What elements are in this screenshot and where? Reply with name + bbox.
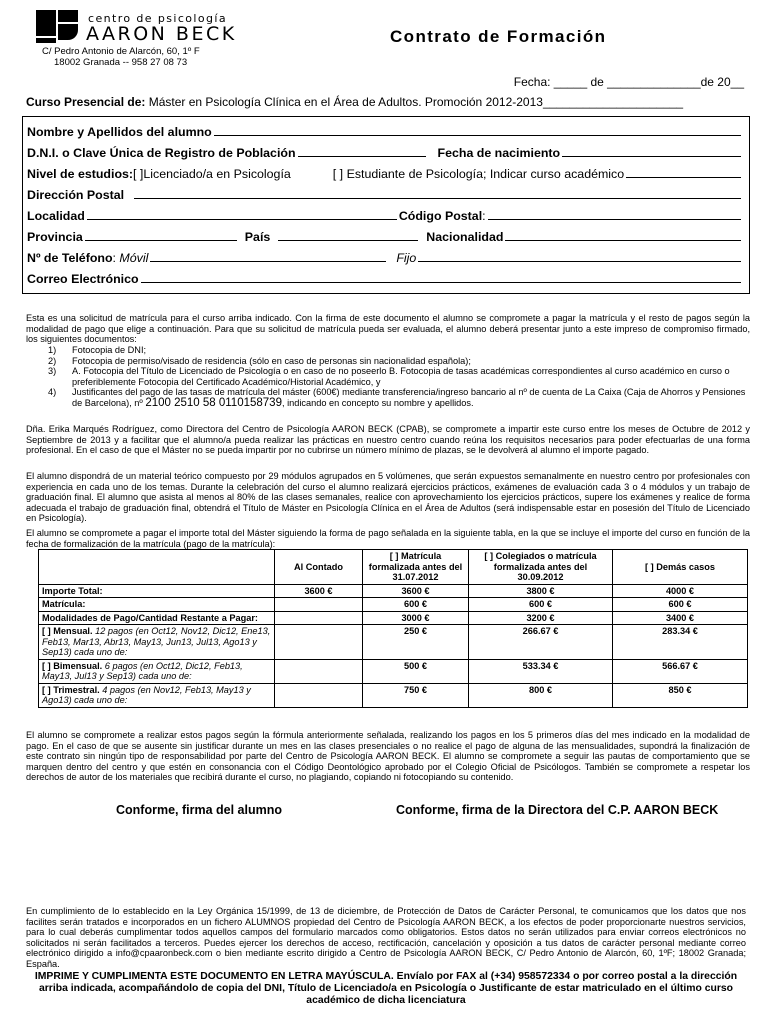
- logo-name: AARON BECK: [86, 23, 237, 45]
- page-title: Contrato de Formación: [390, 27, 607, 46]
- name-field[interactable]: [214, 126, 741, 136]
- address-line-1: C/ Pedro Antonio de Alarcón, 60, 1º F: [42, 46, 200, 57]
- address-field[interactable]: [134, 189, 741, 199]
- city-row: Localidad Código Postal :: [27, 209, 743, 223]
- list-item: 4) Justificantes del pago de las tasas de matrícula del máster (600€) mediante transferencia/ingreso bancario al nº de cuenta de La Caixa (Caja de Ahorros y Pensiones de Barcelona), nº 2100 2510 58 0110158739, indicando en concepto su nombre y apellidos.: [48, 387, 746, 409]
- landline-label: Fijo: [396, 251, 417, 265]
- commitment-paragraph: El alumno se compromete a realizar estos pagos según la fórmula anteriormente señalada, realizando los pagos en los 5 primeros días del mes indicado en la modalidad de pago. En el caso de que se ausente sin justificar durante un mes en las clases presenciales o no realice el pago de alguna de las mensualidades, supondrá la finalización de este contrato sin ningún tipo de responsabilidad por parte del Centro de Psicología AARON BECK. El alumno se compromete a seguir las pautas de comportamiento que se marquen dentro del centro y que estén en consonancia con el Código Deontológico aprobado por el Colegio Oficial de Psicólogos. También se compromete a respetar los derechos de autor de los materiales que recibirá durante el curso, no plagiando, copiando ni fotocopiando su contenido.: [26, 730, 750, 783]
- studies-option-licenciado[interactable]: [ ]Licenciado/a en Psicología: [133, 167, 291, 181]
- course-value: Máster en Psicología Clínica en el Área de Adultos. Promoción 2012-2013_____________________: [145, 95, 684, 109]
- director-signature[interactable]: Conforme, firma de la Directora del C.P. AARON BECK: [396, 803, 719, 817]
- name-row: [27, 125, 743, 139]
- table-row: Matrícula: 600 € 600 € 600 €: [39, 598, 748, 612]
- birthdate-label: Fecha de nacimiento: [437, 146, 561, 160]
- address-label: Dirección Postal: [27, 188, 125, 202]
- privacy-footer: En cumplimiento de lo establecido en la Ley Orgánica 15/1999, de 13 de diciembre, de Protección de Datos de Carácter Personal, te comunicamos que los datos que nos facilites serán tratados e incorporados en un fichero ALUMNOS propiedad del Centro de Psicología AARON BECK, a los efectos de poder proporcionarte nuestros servicios, para lo cual deberás cumplimentar todos aquellos campos del formulario marcados como obligatorios. Estos datos no serán utilizados para enviar correos electrónicos no solicitados ni serán facilitados a terceros. Puedes ejercer los derechos de acceso, rectificación, cancelación y oposición a tus datos de carácter personal mediante correo electrónico dirigido a info@cpaaronbeck.com o bien mediante escrito dirigido a Centro de Psicología AARON BECK, C/ Pedro Antonio de Alarcón, 60, 1ºF; 18002 Granada; España.: [26, 906, 746, 969]
- payment-intro-paragraph: El alumno se compromete a pagar el importe total del Máster siguiendo la forma de pago señalada en la siguiente tabla, en la que se incluye el importe del curso en función de la fecha de formalización de la matrícula (pago de la matrícula):: [26, 528, 750, 549]
- table-row-trimestral[interactable]: [ ] Trimestral. 4 pagos (en Nov12, Feb13, May13 y Ago13) cada uno de: 750 € 800 € 850 €: [39, 683, 748, 707]
- landline-field[interactable]: [418, 252, 741, 262]
- studies-label: Nivel de estudios:: [27, 167, 134, 181]
- course-line: [26, 95, 683, 109]
- date-line[interactable]: Fecha: _____ de ______________de 20__: [513, 75, 744, 89]
- province-field[interactable]: [85, 231, 237, 241]
- phone-label: Nº de Teléfono: [27, 251, 113, 265]
- email-field[interactable]: [141, 273, 741, 283]
- documents-list: [48, 345, 748, 409]
- dni-label: D.N.I. o Clave Única de Registro de Población: [27, 146, 296, 160]
- city-label: Localidad: [27, 209, 85, 223]
- nationality-field[interactable]: [505, 231, 741, 241]
- list-item: 2) Fotocopia de permiso/visado de residencia (sólo en caso de personas sin nacionalidad española);: [48, 355, 471, 366]
- dni-row: [27, 146, 743, 160]
- province-label: Provincia: [27, 230, 83, 244]
- director-paragraph: Dña. Erika Marqués Rodríguez, como Directora del Centro de Psicología AARON BECK (CPAB), se compromete a impartir este curso entre los meses de Octubre de 2012 y Septiembre de 2013 y a facilitar que el alumno/a pueda realizar las prácticas en nuestro centro cuando reúna los requisitos necesarios para poder efectuarlas de una forma profesional. En el caso de que el Máster no se pueda impartir por no cubrirse un número mínimo de plazas, se le devolverá al alumno el importe pagado.: [26, 424, 750, 456]
- material-paragraph: El alumno dispondrá de un material teórico compuesto por 29 módulos agrupados en 5 volúmenes, que serán expuestos semanalmente en nuestro centro por profesionales con experiencia en cada uno de los temas. Durante la celebración del curso el alumno realizará ejercicios prácticos, exámenes de evaluación cada 3 o 4 módulos y un trabajo de graduación final. El alumno que asista al menos al 80% de las clases semanales, realice con aprovechamiento los ejercicios prácticos, supere los exámenes y realice de forma adecuada el trabajo de graduación final, obtendrá el Título de Máster en Psicología Clínica en el Área de Adultos (será indispensable estar en posesión del Título de Licenciado en Psicología).: [26, 471, 750, 524]
- course-label: Curso Presencial de:: [26, 95, 146, 109]
- instructions-footer: IMPRIME Y CUMPLIMENTA ESTE DOCUMENTO EN LETRA MAYÚSCULA. Envíalo por FAX al (+34) 958572334 o por correo postal a la dirección arriba indicada, acompañándolo de copia del DNI, Título de Licenciado/a en Psicología o Justificante de estar matriculado en el último curso académico de dicha licenciatura: [34, 971, 738, 1006]
- email-row: [27, 272, 743, 286]
- studies-row: [27, 167, 743, 181]
- list-item: 3) A. Fotocopia del Título de Licenciado de Psicología o en caso de no poseerlo B. Fotocopia de tasas académicas correspondientes al curso académico en curso o preferiblemente Fotocopia del Certificado Académico/Historial Académico, y: [48, 366, 730, 387]
- logo: [36, 10, 246, 70]
- country-field[interactable]: [278, 231, 418, 241]
- dni-field[interactable]: [298, 147, 426, 157]
- header-demas[interactable]: [ ] Demás casos: [613, 550, 748, 585]
- email-label: Correo Electrónico: [27, 272, 139, 286]
- phone-row: Nº de Teléfono : Móvil Fijo: [27, 251, 743, 265]
- academic-year-field[interactable]: [626, 168, 741, 178]
- city-field[interactable]: [87, 210, 397, 220]
- table-row-mensual[interactable]: [ ] Mensual. 12 pagos (en Oct12, Nov12, Dic12, Ene13, Feb13, Mar13, Abr13, May13, Jun13, Jul13, Ago13 y Sep13) cada uno de: 250 € 266.67 € 283.34 €: [39, 625, 748, 660]
- postal-code-label: Código Postal: [398, 209, 483, 223]
- province-row: [27, 230, 743, 244]
- logo-subtitle: centro de psicología: [88, 12, 227, 25]
- table-row-bimensual[interactable]: [ ] Bimensual. 6 pagos (en Oct12, Dic12, Feb13, May13, Jul13 y Sep13) cada uno de: 500 € 533.34 € 566.67 €: [39, 659, 748, 683]
- table-row: Importe Total: 3600 € 3600 € 3800 € 4000 €: [39, 584, 748, 598]
- table-row: Modalidades de Pago/Cantidad Restante a Pagar: 3000 € 3200 € 3400 €: [39, 611, 748, 625]
- address-row: [27, 188, 743, 202]
- student-signature[interactable]: Conforme, firma del alumno: [116, 803, 282, 817]
- header-contado: Al Contado: [275, 550, 363, 585]
- studies-option-estudiante[interactable]: [ ] Estudiante de Psicología; Indicar curso académico: [332, 167, 625, 181]
- header-septiembre[interactable]: [ ] Colegiados o matrícula formalizada antes del 30.09.2012: [469, 550, 613, 585]
- country-label: País: [244, 230, 271, 244]
- nationality-label: Nacionalidad: [426, 230, 504, 244]
- student-form: [22, 116, 750, 294]
- price-table: [38, 549, 748, 708]
- mobile-field[interactable]: [150, 252, 386, 262]
- address-line-2: 18002 Granada -- 958 27 08 73: [54, 57, 188, 68]
- name-label: Nombre y Apellidos del alumno: [27, 125, 212, 139]
- bank-account: 2100 2510 58 0110158739: [145, 396, 282, 409]
- intro-paragraph: Esta es una solicitud de matrícula para el curso arriba indicado. Con la firma de este documento el alumno se compromete a pagar la matrícula y el resto de pagos según la modalidad de pago que elige a continuación. Para que su solicitud de matrícula pueda ser evaluada, el alumno deberá presentar junto a este impreso de compromiso firmado, los siguientes documentos:: [26, 313, 750, 345]
- postal-code-field[interactable]: [488, 210, 741, 220]
- table-header-row: [39, 550, 748, 585]
- header-julio[interactable]: [ ] Matrícula formalizada antes del 31.07.2012: [363, 550, 469, 585]
- aaron-beck-logo-icon: [36, 10, 80, 44]
- list-item: 1) Fotocopia de DNI;: [48, 345, 147, 355]
- birthdate-field[interactable]: [562, 147, 741, 157]
- mobile-label: Móvil: [119, 251, 149, 265]
